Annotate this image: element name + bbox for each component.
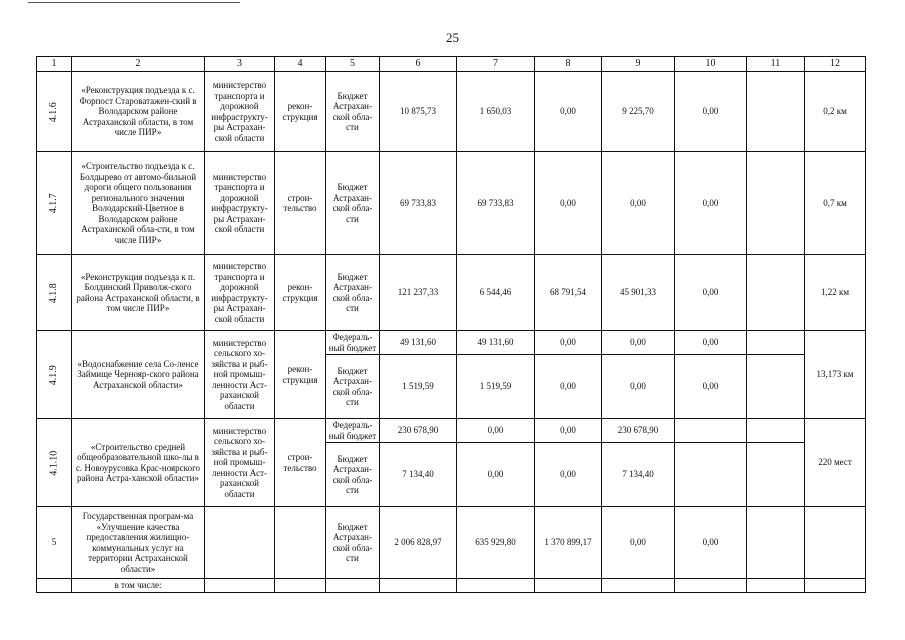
cell-year-4 (675, 419, 747, 443)
cell-year-4: 0,00 (675, 72, 747, 152)
table-row (37, 255, 866, 331)
row-ministry: министерство транспорта и дорожной инфраструкту-ры Астрахан-ской области (205, 255, 275, 331)
row-result: 13,173 км (805, 331, 866, 419)
row-source: Бюджет Астрахан-ской обла-сти (326, 355, 380, 419)
cell-year-2: 0,00 (535, 419, 602, 443)
cell-year-2: 0,00 (535, 152, 602, 255)
row-work-type: рекон-струкция (275, 331, 326, 419)
cell-year-3: 7 134,40 (602, 443, 675, 507)
cell-year-5 (747, 419, 805, 443)
cell-total: 10 875,73 (380, 72, 457, 152)
cell-year-5 (747, 72, 805, 152)
row-description: «Реконструкция подъезда к с. Форпост Староватажен-ский в Володарском районе Астраханской области, в том числе ПИР» (72, 72, 205, 152)
empty-cell (380, 579, 457, 593)
cell-total: 7 134,40 (380, 443, 457, 507)
row-index: 4.1.9 (37, 331, 72, 419)
cell-year-3: 9 225,70 (602, 72, 675, 152)
cell-year-1: 0,00 (457, 443, 535, 507)
table-row (37, 152, 866, 255)
row-ministry: министерство сельского хо-зяйства и рыб-ной промыш-ленности Аст-раханской области (205, 419, 275, 507)
row-source: Федераль-ный бюджет (326, 419, 380, 443)
cell-year-1: 6 544,46 (457, 255, 535, 331)
header-cell: 6 (380, 57, 457, 72)
cell-year-2: 0,00 (535, 355, 602, 419)
header-cell: 10 (675, 57, 747, 72)
cell-year-3: 230 678,90 (602, 419, 675, 443)
cell-total: 1 519,59 (380, 355, 457, 419)
row-source: Бюджет Астрахан-ской обла-сти (326, 152, 380, 255)
row-source: Бюджет Астрахан-ской обла-сти (326, 507, 380, 579)
table-row (37, 419, 866, 443)
empty-cell (457, 579, 535, 593)
row-source: Бюджет Астрахан-ской обла-сти (326, 443, 380, 507)
row-ministry: министерство сельского хо-зяйства и рыб-ной промыш-ленности Аст-раханской области (205, 331, 275, 419)
cell-year-3: 0,00 (602, 152, 675, 255)
header-cell: 4 (275, 57, 326, 72)
empty-cell (535, 579, 602, 593)
empty-cell (675, 579, 747, 593)
row-ministry: министерство транспорта и дорожной инфраструкту-ры Астрахан-ской области (205, 72, 275, 152)
row-description: «Строительство средней общеобразовательной шко-лы в с. Новоурусовка Крас-ноярского района Астра-ханской области» (72, 419, 205, 507)
row-index: 4.1.10 (37, 419, 72, 507)
row-work-type: строи-тельство (275, 419, 326, 507)
cell-year-3: 45 901,33 (602, 255, 675, 331)
row-description: Государственная програм-ма «Улучшение качества предоставления жилищно-коммунальных услуг на территории Астраханской области» (72, 507, 205, 579)
cell-year-4 (675, 443, 747, 507)
cell-year-1: 1 650,03 (457, 72, 535, 152)
cell-year-5 (747, 255, 805, 331)
row-description: «Реконструкция подъезда к п. Болдинский Приволж-ского района Астраханской области, в том числе ПИР» (72, 255, 205, 331)
cell-total: 49 131,60 (380, 331, 457, 355)
cell-year-5 (747, 507, 805, 579)
header-cell: 8 (535, 57, 602, 72)
cell-total: 69 733,83 (380, 152, 457, 255)
cell-year-1: 69 733,83 (457, 152, 535, 255)
table-row (37, 507, 866, 579)
cell-year-1: 0,00 (457, 419, 535, 443)
cell-year-1: 49 131,60 (457, 331, 535, 355)
cell-year-2: 0,00 (535, 72, 602, 152)
header-cell: 5 (326, 57, 380, 72)
cell-year-3: 0,00 (602, 507, 675, 579)
row-description: «Строительство подъезда к с. Болдырево от автомо-бильной дороги общего пользования регионального значения Володарский-Цветное в Володарском районе Астраханской обла-сти, в том числе ПИР» (72, 152, 205, 255)
cell-year-1: 1 519,59 (457, 355, 535, 419)
cell-total: 230 678,90 (380, 419, 457, 443)
top-rule (28, 2, 240, 3)
header-cell: 3 (205, 57, 275, 72)
budget-table (36, 56, 866, 593)
row-source: Бюджет Астрахан-ской обла-сти (326, 255, 380, 331)
empty-cell (205, 579, 275, 593)
table-row (37, 72, 866, 152)
row-work-type: рекон-струкция (275, 255, 326, 331)
cell-year-2: 68 791,54 (535, 255, 602, 331)
cell-total: 121 237,33 (380, 255, 457, 331)
cell-year-4: 0,00 (675, 355, 747, 419)
row-work-type: строи-тельство (275, 152, 326, 255)
header-cell: 12 (805, 57, 866, 72)
page-number: 25 (446, 30, 459, 45)
row-result: 0,7 км (805, 152, 866, 255)
header-cell: 2 (72, 57, 205, 72)
cell-year-4: 0,00 (675, 331, 747, 355)
cell-year-2: 0,00 (535, 331, 602, 355)
cell-year-4: 0,00 (675, 507, 747, 579)
empty-cell (602, 579, 675, 593)
empty-cell (805, 579, 866, 593)
row-work-type (275, 507, 326, 579)
row-index: 4.1.7 (37, 152, 72, 255)
row-source: Федераль-ный бюджет (326, 331, 380, 355)
row-subtotal-label: в том числе: (72, 579, 205, 593)
cell-year-1: 635 929,80 (457, 507, 535, 579)
cell-year-2: 1 370 899,17 (535, 507, 602, 579)
row-result (805, 507, 866, 579)
cell-year-4: 0,00 (675, 152, 747, 255)
header-cell: 1 (37, 57, 72, 72)
row-index: 5 (37, 507, 72, 579)
cell-year-3: 0,00 (602, 355, 675, 419)
header-row (37, 57, 866, 72)
header-cell: 9 (602, 57, 675, 72)
empty-cell (326, 579, 380, 593)
row-ministry (205, 507, 275, 579)
empty-cell (747, 579, 805, 593)
row-index: 4.1.8 (37, 255, 72, 331)
cell-year-5 (747, 355, 805, 419)
row-work-type: рекон-струкция (275, 72, 326, 152)
row-result: 220 мест (805, 419, 866, 507)
table-body (37, 57, 866, 593)
cell-year-2: 0,00 (535, 443, 602, 507)
cell-year-5 (747, 331, 805, 355)
row-index: 4.1.6 (37, 72, 72, 152)
header-cell: 11 (747, 57, 805, 72)
table-row (37, 579, 866, 593)
cell-year-4: 0,00 (675, 255, 747, 331)
row-result: 0,2 км (805, 72, 866, 152)
empty-cell (275, 579, 326, 593)
row-ministry: министерство транспорта и дорожной инфраструкту-ры Астрахан-ской области (205, 152, 275, 255)
cell-year-5 (747, 443, 805, 507)
cell-total: 2 006 828,97 (380, 507, 457, 579)
row-source: Бюджет Астрахан-ской обла-сти (326, 72, 380, 152)
table-row (37, 331, 866, 355)
row-description: «Водоснабжение села Со-ленсе Займище Чернояр-ского района Астраханской области» (72, 331, 205, 419)
cell-year-5 (747, 152, 805, 255)
cell-year-3: 0,00 (602, 331, 675, 355)
header-cell: 7 (457, 57, 535, 72)
empty-cell (37, 579, 72, 593)
row-result: 1,22 км (805, 255, 866, 331)
